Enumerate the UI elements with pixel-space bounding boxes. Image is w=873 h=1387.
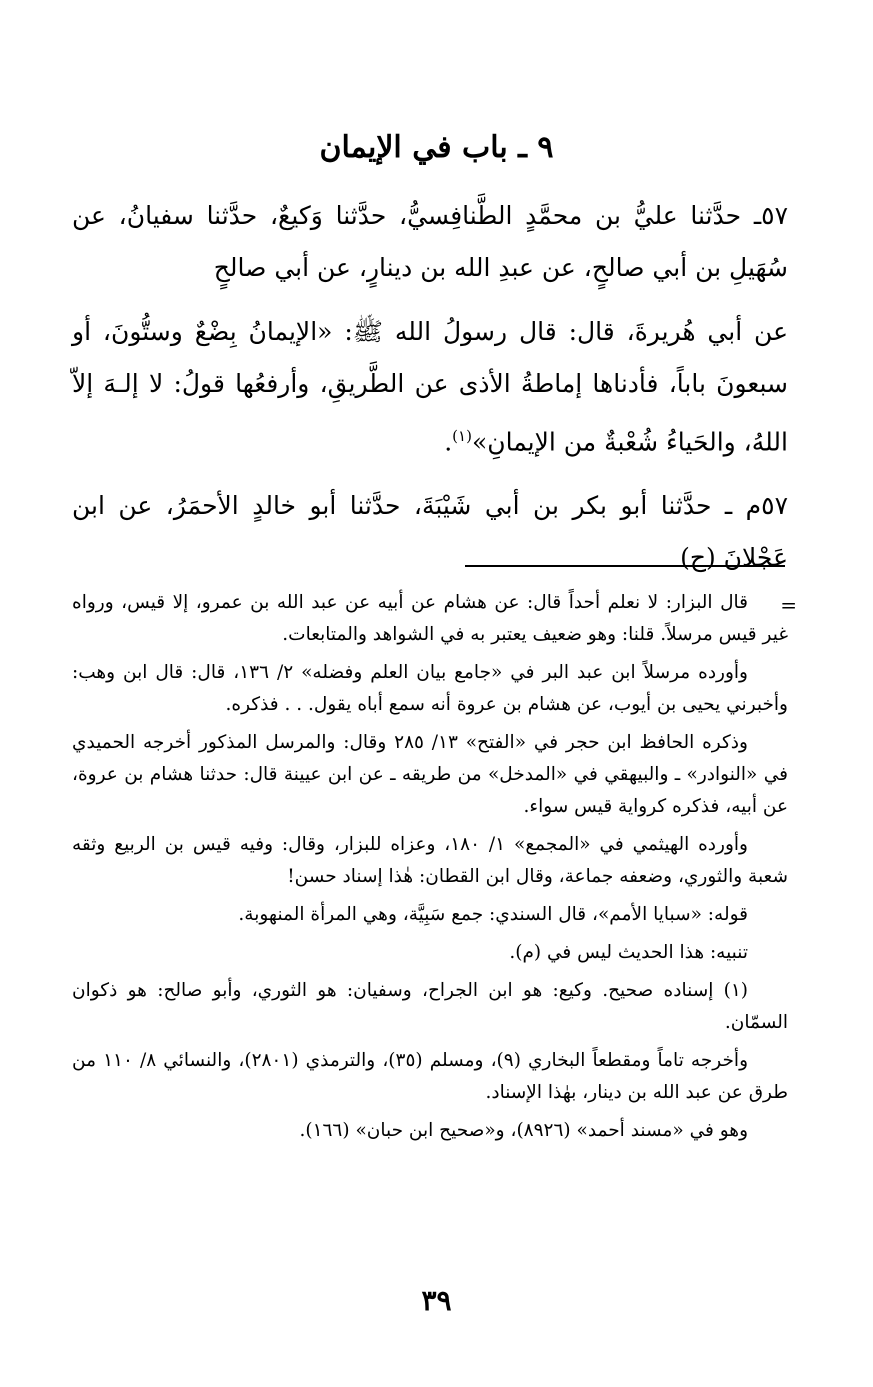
footnote-paragraph: قال البزار: لا نعلم أحداً قال: عن هشام عن أبيه عن عبد الله بن عمرو، إلا قيس، ورواه غير قيس مرسلاً. قلنا: وهو ضعيف يعتبر به في الشواهد والمتابعات. [72,592,788,645]
footnote-paragraph: وأورده مرسلاً ابن عبد البر في «جامع بيان العلم وفضله» ٢/ ١٣٦، قال: قال ابن وهب: وأخبرني يحيى بن أيوب، عن هشام بن عروة أنه سمع أباه يقول. . . فذكره. [72,662,788,715]
hadith-57m-chain: ٥٧م ـ حدَّثنا أبو بكر بن أبي شَيْبَةَ، حدَّثنا أبو خالدٍ الأحمَرُ، عن ابن عَجْلانَ (ح) [72,491,788,573]
footnote-1: (١) إسناده صحيح. وكيع: هو ابن الجراح، وسفيان: هو الثوري، وأبو صالح: هو ذكوان السمّان. [72,980,788,1033]
hadith-57-end: . [444,427,453,457]
chapter-heading: ٩ ـ باب في الإيمان [319,130,554,165]
hadith-57-chain: ٥٧ـ حدَّثنا عليُّ بن محمَّدٍ الطَّنافِسيُّ، حدَّثنا وَكيعٌ، حدَّثنا سفيانُ، عن سُهَيلِ بن أبي صالحٍ، عن عبدِ الله بن دينارٍ، عن أبي صالحٍ [72,201,788,282]
hadith-57-text [72,306,788,468]
footnote-paragraph: قوله: «سبايا الأمم»، قال السندي: جمع سَبِيَّة، وهي المرأة المنهوبة. [238,904,748,925]
footnote-divider [465,565,785,567]
footnote-paragraph: تنبيه: هذا الحديث ليس في (م). [509,942,748,963]
footnote-paragraph: وذكره الحافظ ابن حجر في «الفتح» ١٣/ ٢٨٥ وقال: والمرسل المذكور أخرجه الحميدي في «النوادر» ـ والبيهقي في «المدخل» من طريقه ـ عن ابن عيينة قال: حدثنا هشام بن عروة، عن أبيه، فذكره كرواية قيس سواء. [72,732,788,817]
footnote-continuation-mark: = [780,593,797,617]
page-number: ٣٩ [421,1284,452,1317]
footnotes [72,587,788,1153]
main-text [72,190,788,596]
footnote-paragraph: وهو في «مسند أحمد» (٨٩٢٦)، و«صحيح ابن حبان» (١٦٦). [299,1120,748,1141]
hadith-57-body: عن أبي هُريرةَ، قال: قال رسولُ الله ﷺ: «الإيمانُ بِضْعٌ وستُّونَ، أو سبعونَ باباً، فأدناها إماطةُ الأذى عن الطَّريقِ، وأرفعُها قولُ: لا إلـهَ إلاّ اللهُ، والحَياءُ شُعْبةٌ من الإيمانِ» [72,317,788,457]
footnote-paragraph: وأورده الهيثمي في «المجمع» ١/ ١٨٠، وعزاه للبزار، وقال: وفيه قيس بن الربيع وثقه شعبة والثوري، وضعفه جماعة، وقال ابن القطان: هٰذا إسناد حسن! [72,834,788,887]
footnote-paragraph: وأخرجه تاماً ومقطعاً البخاري (٩)، ومسلم (٣٥)، والترمذي (٢٨٠١)، والنسائي ٨/ ١١٠ من طرق عن عبد الله بن دينار، بهٰذا الإسناد. [72,1050,788,1103]
footnote-ref-1[interactable]: (١) [452,427,472,445]
